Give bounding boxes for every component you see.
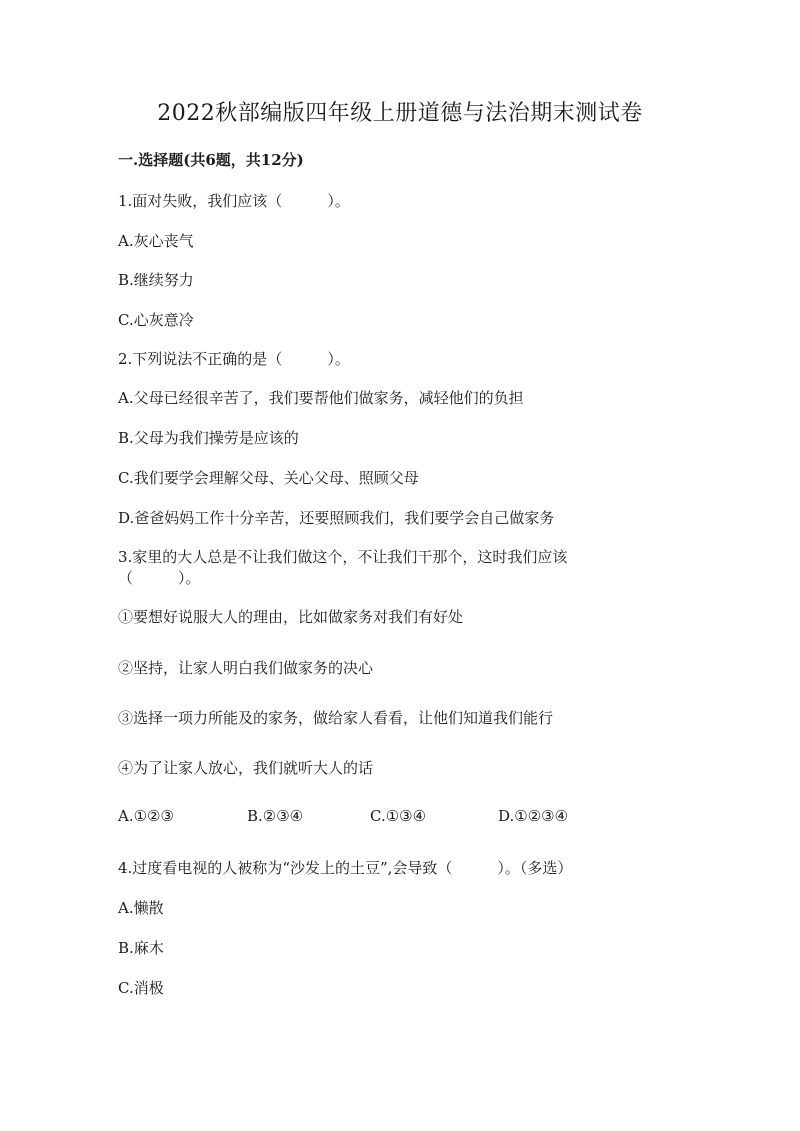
question-3-option-c: C.①③④ <box>370 807 427 825</box>
question-3-statement-1: ①要想好说服大人的理由，比如做家务对我们有好处 <box>118 608 464 626</box>
question-4-option-b: B.麻木 <box>118 939 164 957</box>
question-4-option-c: C.消极 <box>118 979 164 997</box>
question-3-option-a: A.①②③ <box>118 807 174 825</box>
question-1-option-a: A.灰心丧气 <box>118 232 194 250</box>
question-3-option-b: B.②③④ <box>247 807 304 825</box>
question-3-stem-line-2: （ ）。 <box>118 569 201 587</box>
question-2-option-a: A.父母已经很辛苦了，我们要帮他们做家务，减轻他们的负担 <box>118 389 524 407</box>
question-3-statement-3: ③选择一项力所能及的家务，做给家人看看，让他们知道我们能行 <box>118 709 554 727</box>
question-2-option-b: B.父母为我们操劳是应该的 <box>118 429 299 447</box>
question-2-option-c: C.我们要学会理解父母、关心父母、照顾父母 <box>118 469 419 487</box>
question-4-option-a: A.懒散 <box>118 899 164 917</box>
question-3-statement-2: ②坚持，让家人明白我们做家务的决心 <box>118 659 374 677</box>
question-3-option-d: D.①②③④ <box>498 807 569 825</box>
question-1-option-c: C.心灰意冷 <box>118 311 194 329</box>
exam-title: 2022秋部编版四年级上册道德与法治期末测试卷 <box>157 101 643 126</box>
question-3-stem-line-1: 3.家里的大人总是不让我们做这个，不让我们干那个，这时我们应该 <box>118 548 568 566</box>
question-1-option-b: B.继续努力 <box>118 271 194 289</box>
question-1-stem: 1.面对失败，我们应该（ ）。 <box>118 192 350 210</box>
question-2-option-d: D.爸爸妈妈工作十分辛苦，还要照顾我们，我们要学会自己做家务 <box>118 509 555 527</box>
question-2-stem: 2.下列说法不正确的是（ ）。 <box>118 350 350 368</box>
question-4-stem: 4.过度看电视的人被称为“沙发上的土豆”,会导致（ ）。（多选） <box>118 859 573 877</box>
question-3-statement-4: ④为了让家人放心，我们就听大人的话 <box>118 759 374 777</box>
section-heading: 一.选择题(共6题，共12分) <box>118 151 304 169</box>
